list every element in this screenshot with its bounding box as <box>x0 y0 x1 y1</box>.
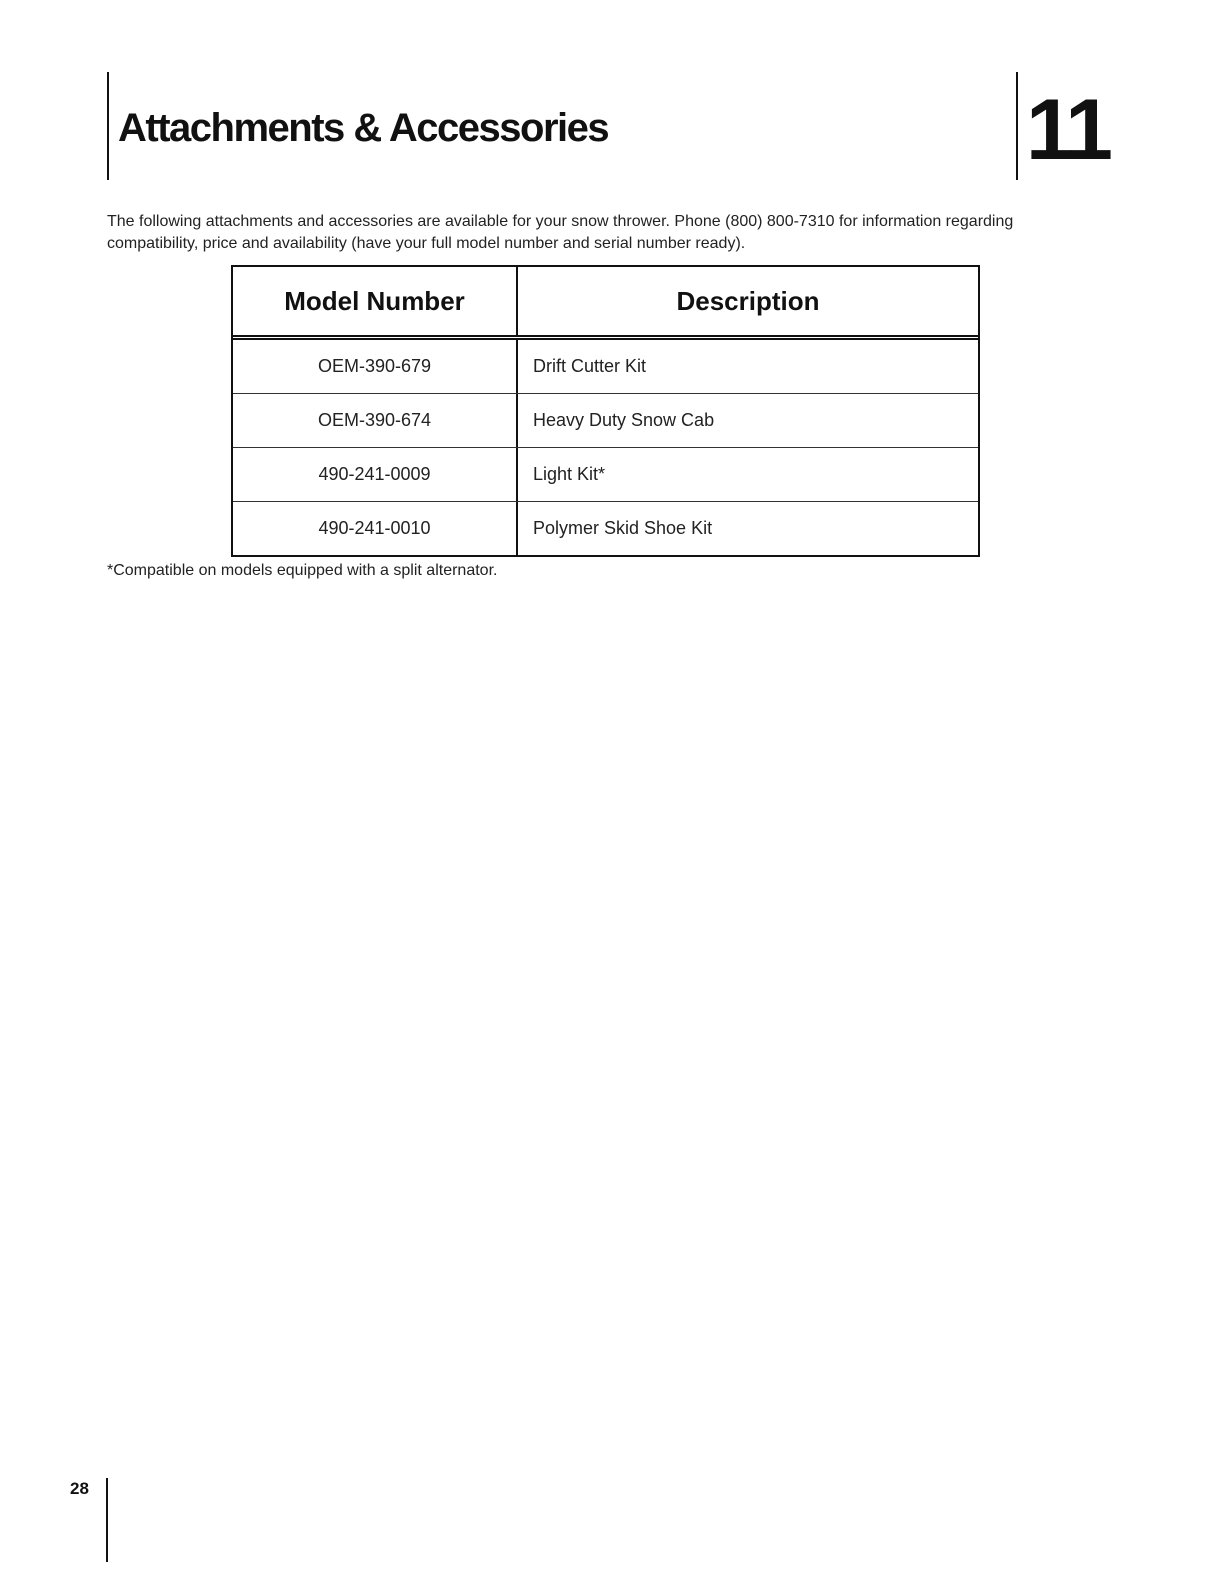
footer-rule <box>106 1478 108 1562</box>
header-rule-right <box>1016 72 1018 180</box>
description-cell: Drift Cutter Kit <box>533 356 647 376</box>
table-header-row <box>233 267 978 340</box>
footnote: *Compatible on models equipped with a split alternator. <box>107 562 498 579</box>
page-number: 28 <box>70 1479 89 1498</box>
description-cell: Heavy Duty Snow Cab <box>533 410 715 430</box>
model-number-cell: 490-241-0010 <box>233 502 518 555</box>
intro-paragraph <box>107 211 1107 255</box>
intro-line-2: compatibility, price and availability (have your full model number and serial number ready). <box>107 235 746 252</box>
description-header: Description <box>676 285 820 316</box>
table-row <box>233 447 978 501</box>
table-row <box>233 501 978 555</box>
model-number-cell: OEM-390-674 <box>233 394 518 447</box>
model-number-cell: OEM-390-679 <box>233 340 518 393</box>
accessories-table <box>231 265 980 557</box>
model-number-header: Model Number <box>233 267 518 335</box>
page-title: Attachments & Accessories <box>118 106 609 150</box>
description-cell: Polymer Skid Shoe Kit <box>533 518 713 538</box>
table-body <box>233 340 978 555</box>
table-row <box>233 393 978 447</box>
table-row <box>233 340 978 393</box>
model-number-cell: 490-241-0009 <box>233 448 518 501</box>
intro-line-1: The following attachments and accessories are available for your snow thrower. Phone (800) 800-7310 for information regarding <box>107 213 1014 230</box>
chapter-number: 11 <box>1026 82 1109 178</box>
header-rule-left <box>107 72 109 180</box>
description-cell: Light Kit* <box>533 464 606 484</box>
